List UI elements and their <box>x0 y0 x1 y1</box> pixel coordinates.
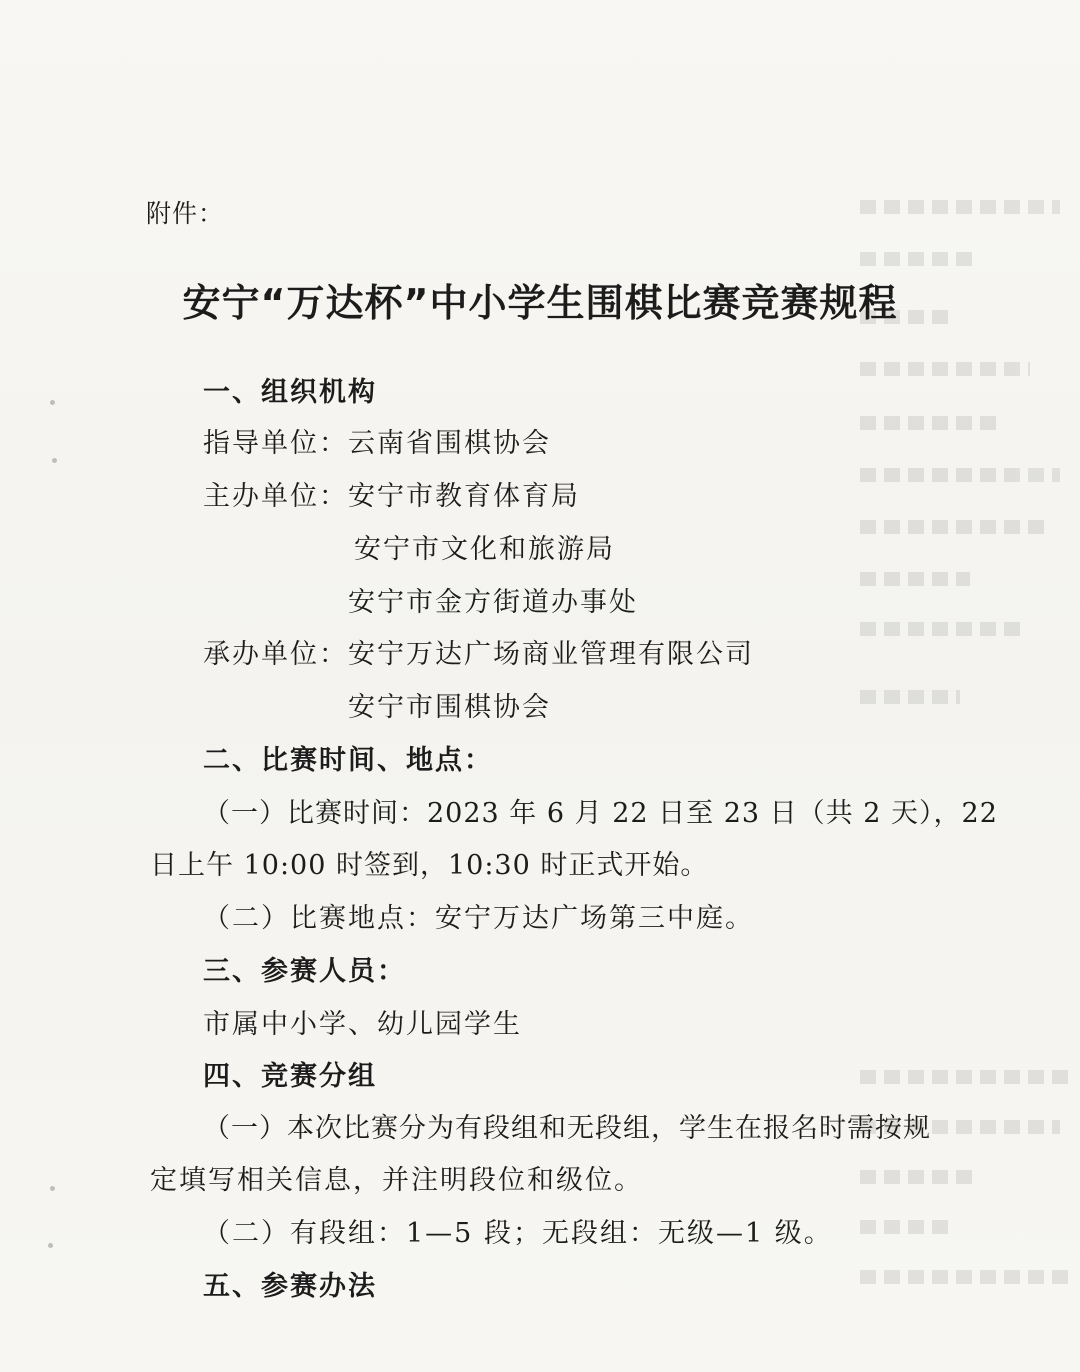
section-heading-groups: 四、竞赛分组 <box>203 1061 377 1092</box>
scan-speck <box>48 1243 53 1248</box>
scan-speck <box>52 458 57 463</box>
host-unit-1: 主办单位：安宁市教育体育局 <box>203 481 580 512</box>
attachment-label: 附件： <box>146 199 225 228</box>
document-title: 安宁“万达杯”中小学生围棋比赛竞赛规程 <box>182 281 898 325</box>
organizer-unit-2: 安宁市围棋协会 <box>348 692 551 723</box>
groups-text-line-1: （一）本次比赛分为有段组和无段组，学生在报名时需按规 <box>203 1113 931 1144</box>
organizer-unit-1: 承办单位：安宁万达广场商业管理有限公司 <box>203 639 754 670</box>
scan-speck <box>50 400 55 405</box>
groups-text-line-2: 定填写相关信息，并注明段位和级位。 <box>150 1165 643 1196</box>
section-heading-method: 五、参赛办法 <box>203 1271 377 1302</box>
participants-text: 市属中小学、幼儿园学生 <box>203 1009 522 1040</box>
competition-time-line-1: （一）比赛时间：2023 年 6 月 22 日至 23 日（共 2 天），22 <box>203 798 998 829</box>
host-unit-3: 安宁市金方街道办事处 <box>348 587 638 618</box>
section-heading-participants: 三、参赛人员： <box>203 956 406 987</box>
guide-unit: 指导单位：云南省围棋协会 <box>203 428 551 459</box>
competition-place: （二）比赛地点：安宁万达广场第三中庭。 <box>203 903 754 934</box>
section-heading-time-place: 二、比赛时间、地点： <box>203 745 493 776</box>
host-unit-2: 安宁市文化和旅游局 <box>354 534 615 565</box>
groups-levels: （二）有段组：1—5 段；无段组：无级—1 级。 <box>203 1218 833 1249</box>
scan-speck <box>50 1186 55 1191</box>
competition-time-line-2: 日上午 10:00 时签到，10:30 时正式开始。 <box>150 850 709 881</box>
section-heading-organization: 一、组织机构 <box>203 377 377 408</box>
